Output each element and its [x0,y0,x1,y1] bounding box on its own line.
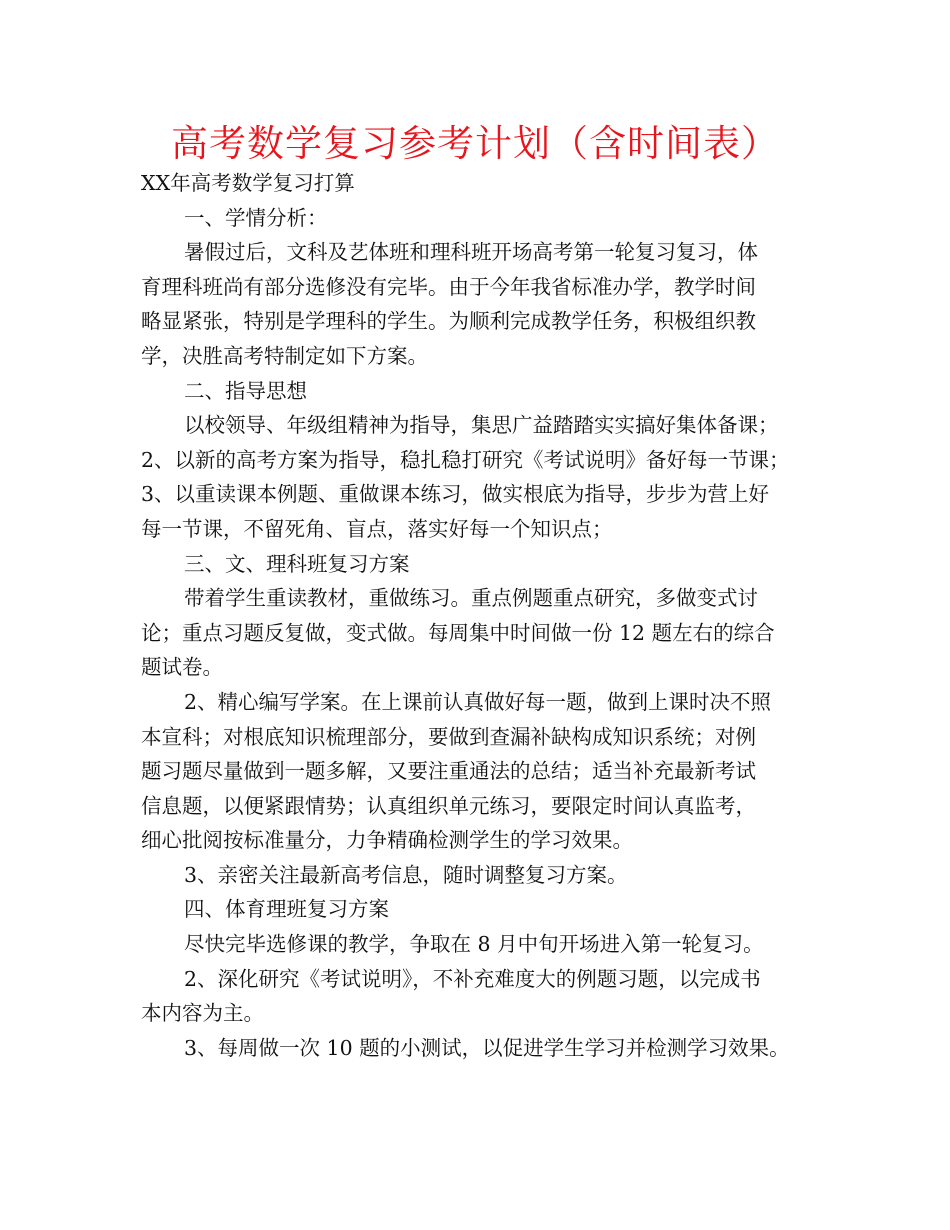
body-line-intro: XX年高考数学复习打算 [141,171,355,195]
body-line: 题试卷。 [141,655,223,680]
body-line: 每一节课，不留死角、盲点，落实好每一个知识点； [141,516,613,541]
document-title: 高考数学复习参考计划（含时间表） [171,122,779,165]
body-line: 3、亲密关注最新高考信息，随时调整复习方案。 [184,862,628,887]
body-line: 3、每周做一次 10 题的小测试，以促进学生学习并检测学习效果。 [184,1035,790,1060]
section-heading-guidance: 二、指导思想 [184,378,307,403]
body-line: 本宣科；对根底知识梳理部分，要做到查漏补缺构成知识系统；对例 [141,724,756,749]
body-line: 学，决胜高考特制定如下方案。 [141,343,428,368]
body-line: 论；重点习题反复做，变式做。每周集中时间做一份 12 题左右的综合 [141,620,775,645]
document-body [141,166,821,1065]
body-line: 暑假过后，文科及艺体班和理科班开场高考第一轮复习复习，体 [184,240,758,265]
body-line: 2、深化研究《考试说明》，不补充难度大的例题习题，以完成书 [184,966,761,991]
body-line: 信息题，以便紧跟情势；认真组织单元练习，要限定时间认真监考， [141,793,756,818]
body-line: 以校领导、年级组精神为指导，集思广益踏踏实实搞好集体备课； [184,413,779,438]
section-heading-arts-science: 三、文、理科班复习方案 [184,551,410,576]
body-line: 2、以新的高考方案为指导，稳扎稳打研究《考试说明》备好每一节课； [141,447,790,472]
section-heading-analysis: 一、学情分析： [184,205,328,230]
body-line: 本内容为主。 [141,1001,264,1026]
section-heading-pe: 四、体育理班复习方案 [184,897,389,922]
body-line: 题习题尽量做到一题多解，又要注重通法的总结；适当补充最新考试 [141,759,756,784]
body-line: 略显紧张，特别是学理科的学生。为顺利完成教学任务，积极组织教 [141,309,756,334]
body-line: 尽快完毕选修课的教学，争取在 8 月中旬开场进入第一轮复习。 [184,932,764,957]
body-line: 3、以重读课本例题、重做课本练习，做实根底为指导，步步为营上好 [141,482,770,507]
body-line: 带着学生重读教材，重做练习。重点例题重点研究，多做变式讨 [184,586,758,611]
body-line: 育理科班尚有部分选修没有完毕。由于今年我省标准办学，教学时间 [141,274,756,299]
body-line: 2、精心编写学案。在上课前认真做好每一题，做到上课时决不照 [184,689,772,714]
body-line: 细心批阅按标准量分，力争精确检测学生的学习效果。 [141,828,633,853]
